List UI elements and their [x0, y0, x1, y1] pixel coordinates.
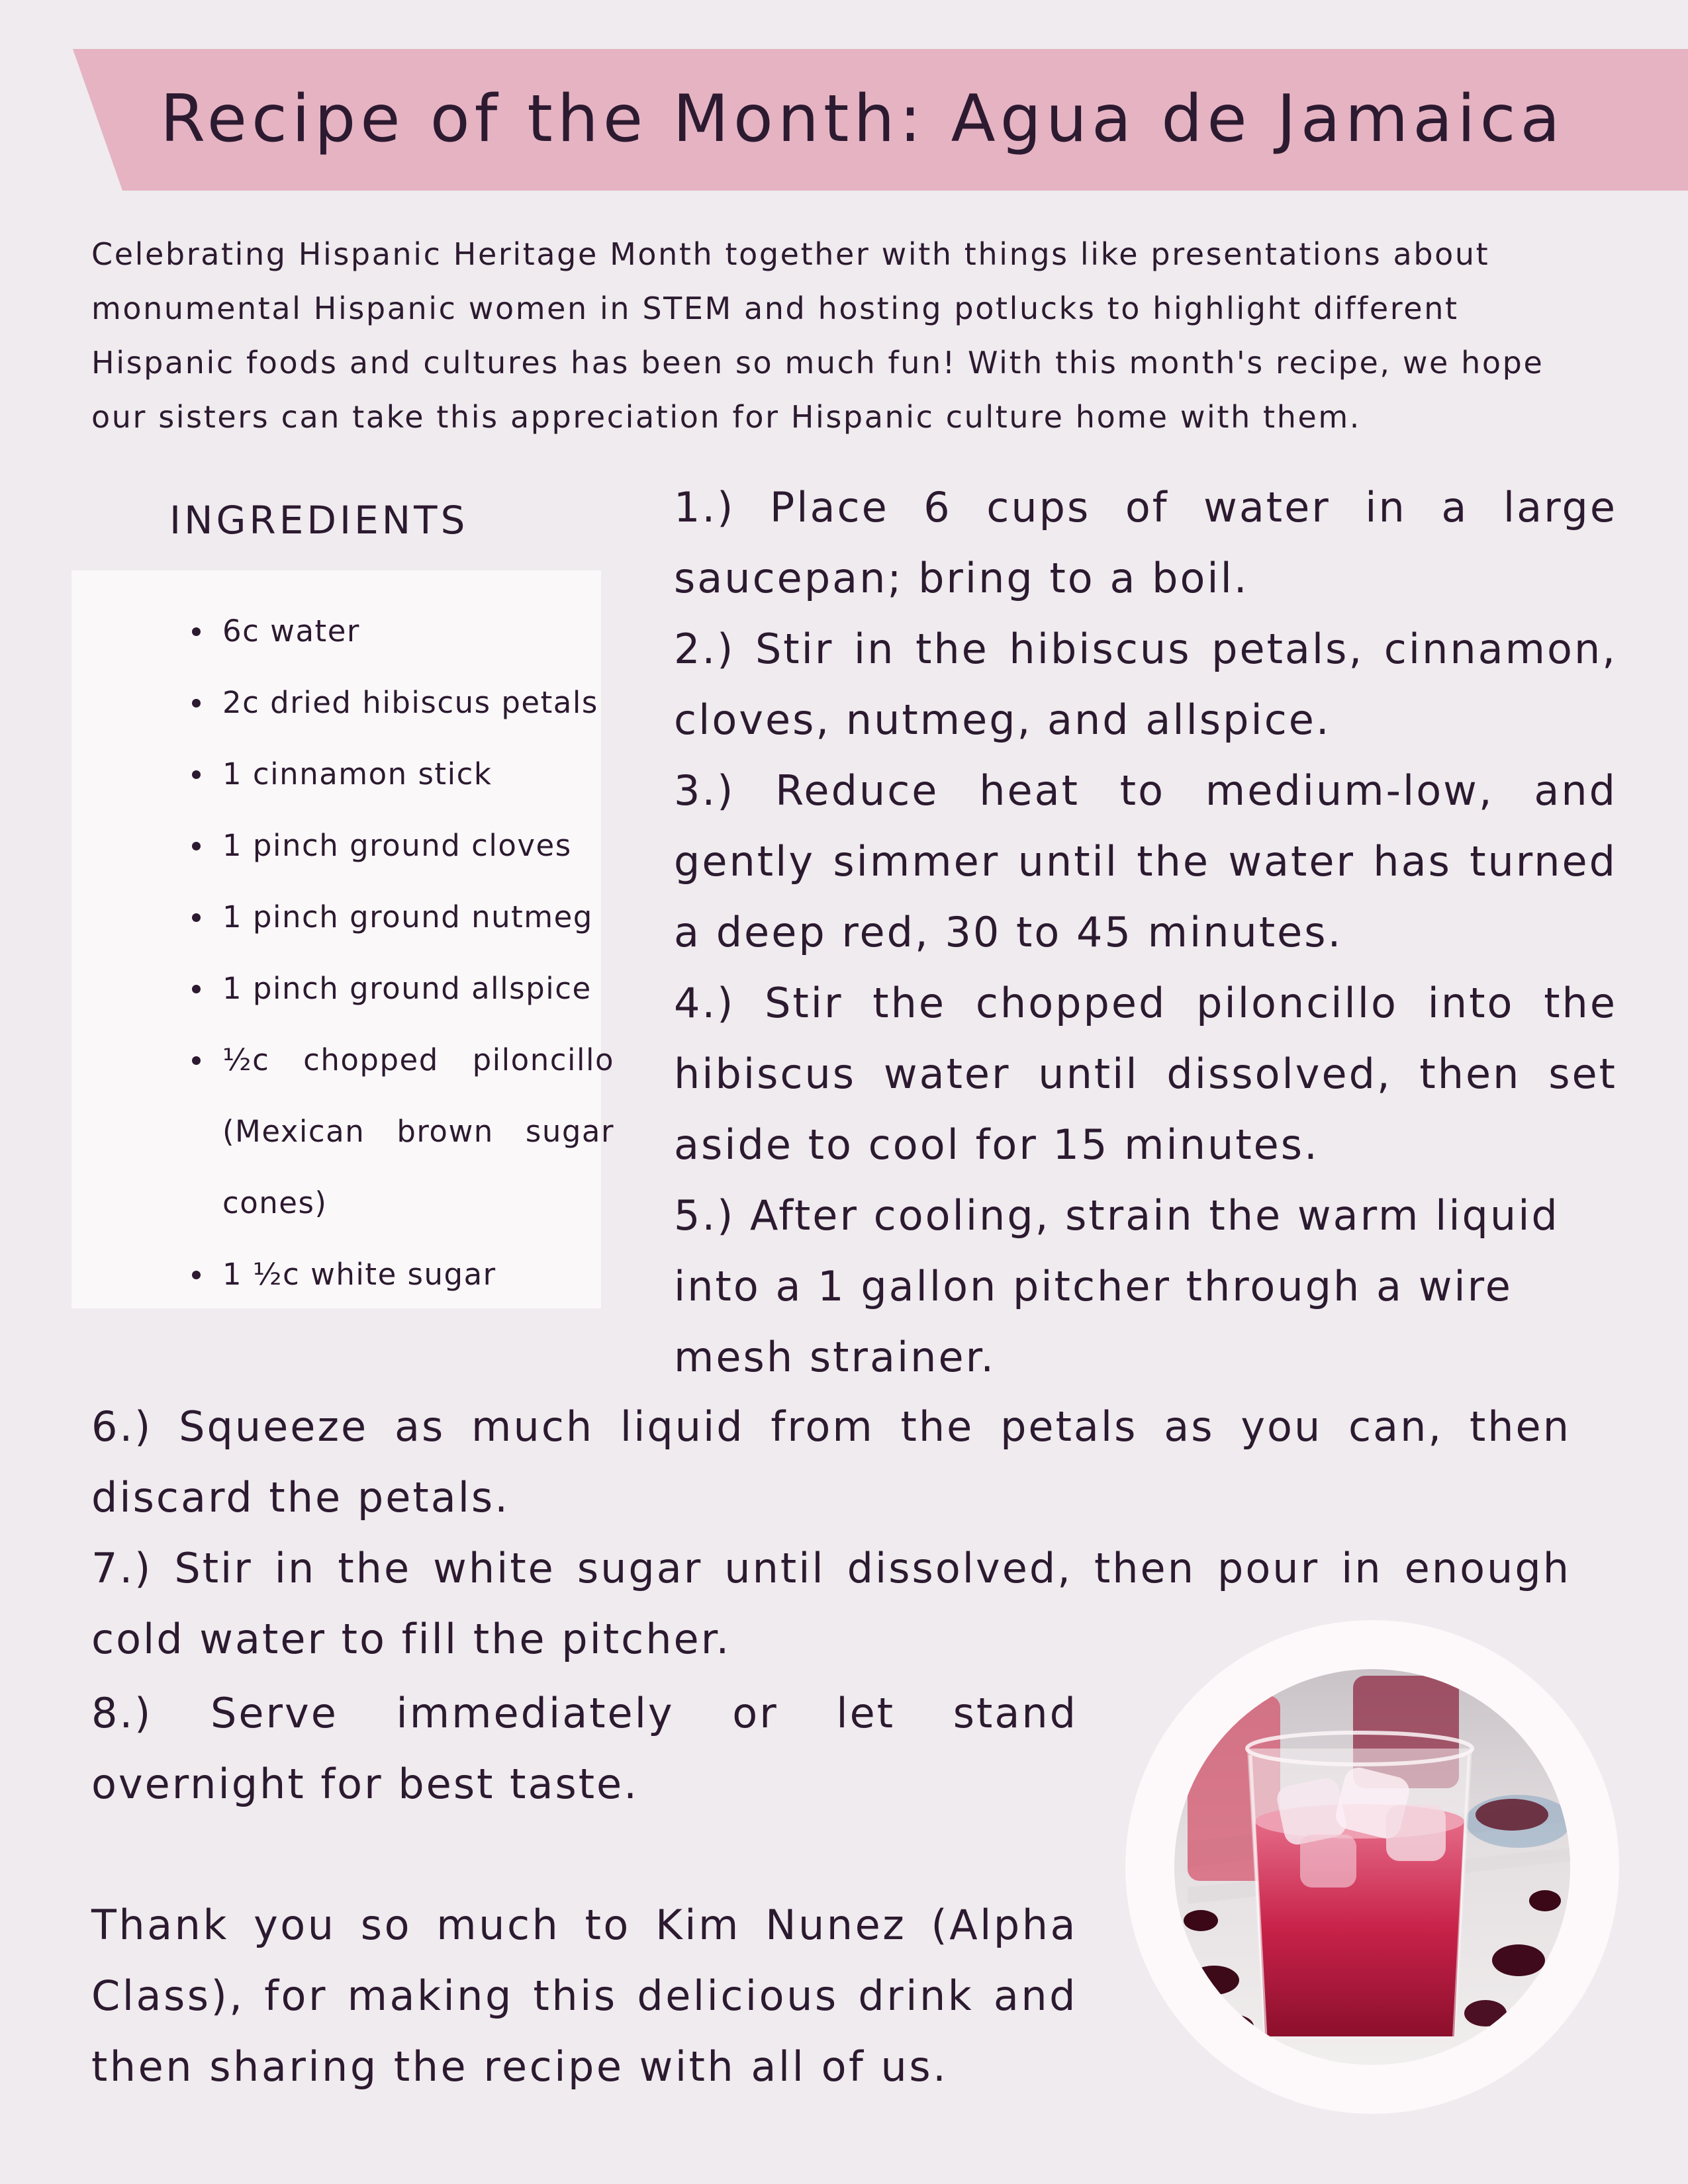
step-1: 1.) Place 6 cups of water in a large saucepan; bring to a boil.: [674, 483, 1617, 602]
thanks-paragraph: Thank you so much to Kim Nunez (Alpha Class), for making this delicious drink and then sharing the recipe with all of us.: [91, 1901, 1078, 2091]
list-item: ½c chopped piloncillo (Mexican brown sugar cones): [151, 1024, 641, 1239]
page-title: Recipe of the Month: Agua de Jamaica: [160, 81, 1565, 157]
bullet-icon: [192, 913, 201, 922]
steps-column: [674, 472, 1617, 1392]
list-item: 1 pinch ground nutmeg: [151, 882, 641, 953]
step-3: 3.) Reduce heat to medium-low, and gently simmer until the water has turned a deep red, 30 to 45 minutes.: [674, 766, 1617, 956]
bullet-icon: [192, 627, 201, 636]
hibiscus-drink-glass-icon: [1174, 1669, 1570, 2065]
ingredients-list: [151, 596, 641, 1310]
list-item: 1 pinch ground cloves: [151, 810, 641, 882]
bullet-icon: [192, 985, 201, 993]
hibiscus-drink-photo: [1174, 1669, 1570, 2065]
step-5: 5.) After cooling, strain the warm liquid into a 1 gallon pitcher through a wire mesh strainer.: [674, 1191, 1560, 1381]
list-item: 1 pinch ground allspice: [151, 953, 641, 1024]
list-item: 6c water: [151, 596, 641, 667]
ingredients-card: [71, 570, 614, 1308]
list-item: 1 ½c white sugar: [151, 1239, 641, 1310]
steps-narrow: [91, 1678, 1078, 1819]
step-7: 7.) Stir in the white sugar until dissolved, then pour in enough cold water to fill the pitcher.: [91, 1544, 1571, 1663]
intro-paragraph: Celebrating Hispanic Heritage Month together with things like presentations about monumental Hispanic women in STEM and hosting potlucks to highlight different Hispanic foods and cultures has been so much fun! With this month's recipe, we hope our sisters can take this appreciation for Hispanic culture home with them.: [91, 236, 1544, 435]
bullet-icon: [192, 1056, 201, 1065]
step-6: 6.) Squeeze as much liquid from the petals as you can, then discard the petals.: [91, 1402, 1571, 1522]
bullet-icon: [192, 770, 201, 779]
bullet-icon: [192, 842, 201, 850]
step-8: 8.) Serve immediately or let stand overnight for best taste.: [91, 1689, 1078, 1808]
ingredients-heading: INGREDIENTS: [169, 498, 469, 543]
list-item: 1 cinnamon stick: [151, 739, 641, 810]
list-item: 2c dried hibiscus petals: [151, 667, 641, 739]
step-2: 2.) Stir in the hibiscus petals, cinnamon, cloves, nutmeg, and allspice.: [674, 625, 1617, 744]
step-4: 4.) Stir the chopped piloncillo into the hibiscus water until dissolved, then set aside to cool for 15 minutes.: [674, 979, 1617, 1169]
bullet-icon: [192, 699, 201, 707]
bullet-icon: [192, 1271, 201, 1279]
